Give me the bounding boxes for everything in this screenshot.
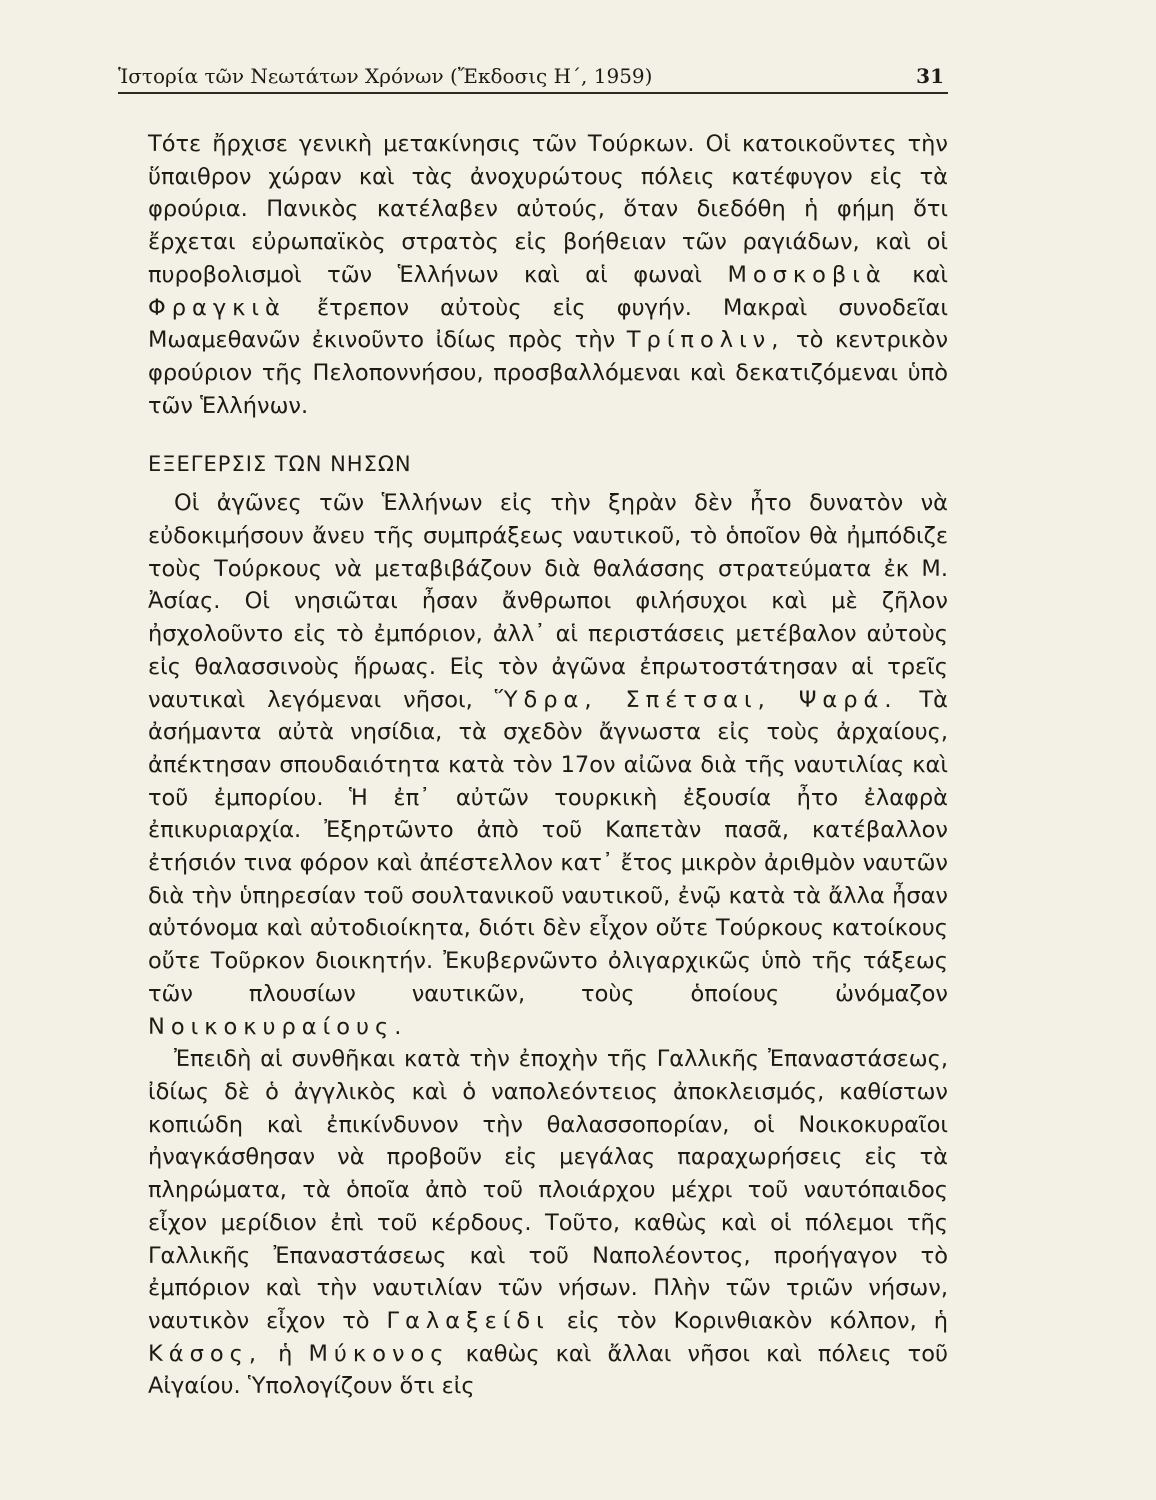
paragraph-2-text-b: Τὰ ἀσήμαντα αὐτὰ νησίδια, τὰ σχεδὸν ἄγνωστα εἰς τοὺς ἀρχαίους, ἀπέκτησαν σπουδαιότητα κατὰ τὸν 17ον αἰῶνα διὰ τῆς ναυτιλίας καὶ τοῦ ἐμπορίου. Ἡ ἐπ᾽ αὐτῶν τουρκικὴ ἐξουσία ἦτο ἐλαφρὰ ἐπικυριαρχία. Ἐξηρτῶντο ἀπὸ τοῦ Καπετὰν πασᾶ, κατέβαλλον ἐτήσιόν τινα φόρον καὶ ἀπέστελλον κατ᾽ ἔτος μικρὸν ἀριθμὸν ναυτῶν διὰ τὴν ὑπηρεσίαν τοῦ σουλτανικοῦ ναυτικοῦ, ἐνῷ κατὰ τὰ ἄλλα ἦσαν αὐτόνομα καὶ αὐτοδιοίκητα, διότι δὲν εἶχον οὔτε Τούρκους κατοίκους οὔτε Τοῦρκον διοικητήν. Ἐκυβερνῶντο ὀλιγαρχικῶς ὑπὸ τῆς τάξεως τῶν πλουσίων ναυτικῶν, τοὺς ὁποίους ὠνόμαζον xyxy=(148,686,948,1007)
paragraph-1 xyxy=(148,128,948,422)
paragraph-3-text-b: εἰς τὸν Κορινθιακὸν κόλπον, ἡ xyxy=(566,1307,948,1334)
paragraph-3-text-c: ἡ xyxy=(278,1340,293,1367)
section-heading: ΕΞΕΓΕΡΣΙΣ ΤΩΝ ΝΗΣΩΝ xyxy=(148,452,412,477)
paragraph-3-text-a: Ἐπειδὴ αἱ συνθῆκαι κατὰ τὴν ἐποχὴν τῆς Γαλλικῆς Ἐπαναστάσεως, ἰδίως δὲ ὁ ἀγγλικὸς καὶ ὁ ναπολεόντειος ἀποκλεισμός, καθίστων κοπιώδη καὶ ἐπικίνδυνον τὴν θαλασσοπορίαν, οἱ Νοικοκυραῖοι ἠναγκάσθησαν νὰ προβοῦν εἰς μεγάλας παραχωρήσεις εἰς τὰ πληρώματα, τὰ ὁποῖα ἀπὸ τοῦ πλοιάρχου μέχρι τοῦ ναυτόπαιδος εἶχον μερίδιον ἐπὶ τοῦ κέρδους. Τοῦτο, καθὼς καὶ οἱ πόλεμοι τῆς Γαλλικῆς Ἐπαναστάσεως καὶ τοῦ Ναπολέοντος, προήγαγον τὸ ἐμπόριον καὶ τὴν ναυτιλίαν τῶν νήσων. Πλὴν τῶν τριῶν νήσων, ναυτικὸν εἶχον τὸ xyxy=(148,1046,948,1334)
paragraph-1-text-b: καὶ xyxy=(912,261,948,288)
paragraph-2-text-a: Οἱ ἀγῶνες τῶν Ἑλλήνων εἰς τὴν ξηρὰν δὲν ἦτο δυνατὸν νὰ εὐδοκιμήσουν ἄνευ τῆς συμπράξεως ναυτικοῦ, τὸ ὁποῖον θὰ ἠμπόδιζε τοὺς Τούρκους νὰ μεταβιβάζουν διὰ θαλάσσης στρατεύματα ἐκ Μ. Ἀσίας. Οἱ νησιῶται ἦσαν ἄνθρωποι φιλήσυχοι καὶ μὲ ζῆλον ἠσχολοῦντο εἰς τὸ ἐμπόριον, ἀλλ᾽ αἱ περιστάσεις μετέβαλον αὐτοὺς εἰς θαλασσινοὺς ἥρωας. Εἰς τὸν ἀγῶνα ἐπρωτοστάτησαν αἱ τρεῖς ναυτικαὶ λεγόμεναι νῆσοι, xyxy=(148,490,948,713)
word-fragkia: Φραγκιὰ xyxy=(148,294,286,321)
word-galaxeidi: Γαλαξείδι xyxy=(386,1307,550,1334)
word-tripolin: Τρίπολιν, xyxy=(626,327,785,354)
body-text xyxy=(148,128,948,1403)
paragraph-1-text-a: Τότε ἤρχισε γενικὴ μετακίνησις τῶν Τούρκων. Οἱ κατοικοῦντες τὴν ὕπαιθρον χώραν καὶ τὰς ἀνοχυρώτους πόλεις κατέφυγον εἰς τὰ φρούρια. Πανικὸς κατέλαβεν αὐτούς, ὅταν διεδόθη ἡ φήμη ὅτι ἔρχεται εὐρωπαϊκὸς στρατὸς εἰς βοήθειαν τῶν ραγιάδων, καὶ οἱ πυροβολισμοὶ τῶν Ἑλλήνων καὶ αἱ φωναὶ xyxy=(148,131,948,288)
word-noikokyraious: Νοικοκυραίους. xyxy=(148,1013,408,1040)
header-title: Ἱστορία τῶν Νεωτάτων Χρόνων (Ἔκδοσις Η΄, 1959) xyxy=(118,64,653,88)
paragraph-3-text-d: καθὼς καὶ ἄλλαι νῆσοι καὶ πόλεις τοῦ Αἰγαίου. Ὑπολογίζουν ὅτι εἰς xyxy=(148,1340,948,1400)
paragraph-1-text-d: τὸ κεντρικὸν φρούριον τῆς Πελοποννήσου, προσβαλλόμεναι καὶ δεκατιζόμεναι ὑπὸ τῶν Ἑλλήνων. xyxy=(148,327,949,419)
paragraph-3 xyxy=(148,1043,948,1403)
word-moskovia: Μοσκοβιὰ xyxy=(727,261,887,288)
word-mykonos: Μύκονος xyxy=(308,1340,450,1367)
page-number: 31 xyxy=(916,64,944,88)
paragraph-2 xyxy=(148,487,948,1043)
word-islands: Ὕδρα, Σπέτσαι, Ψαρά. xyxy=(494,686,898,713)
word-kasos: Κάσος, xyxy=(148,1340,262,1367)
paragraph-1-text-c: ἔτρεπον αὐτοὺς εἰς φυγήν. Μακραὶ συνοδεῖαι Μωαμεθανῶν ἐκινοῦντο ἰδίως πρὸς τὴν xyxy=(148,294,948,354)
running-header xyxy=(118,62,948,94)
